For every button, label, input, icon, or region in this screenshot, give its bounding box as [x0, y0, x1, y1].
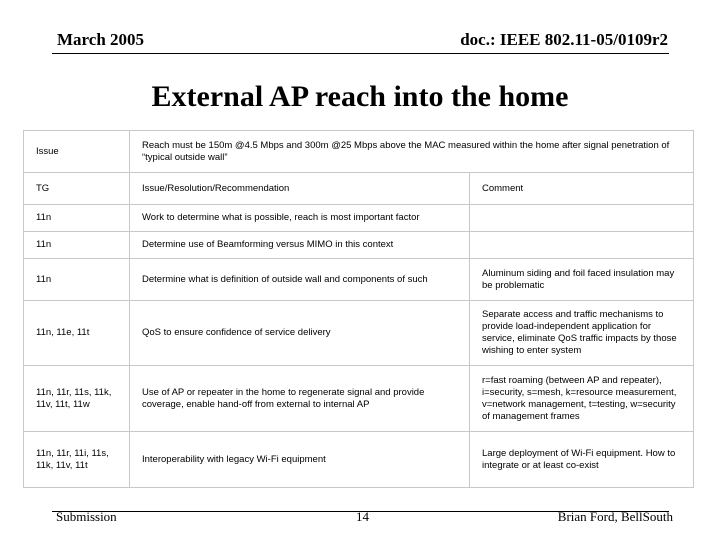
issue-row	[24, 131, 694, 173]
row-tg: 11n	[24, 259, 130, 301]
row-tg: 11n, 11r, 11i, 11s, 11k, 11v, 11t	[24, 432, 130, 488]
row-tg: 11n	[24, 232, 130, 259]
row-issue: Use of AP or repeater in the home to regenerate signal and provide coverage, enable hand-off from external to internal AP	[130, 366, 470, 432]
row-tg: 11n	[24, 205, 130, 232]
table-row	[24, 366, 694, 432]
row-comment	[470, 232, 694, 259]
table-row	[24, 301, 694, 366]
column-header-tg: TG	[24, 173, 130, 205]
row-issue: Determine what is definition of outside wall and components of such	[130, 259, 470, 301]
row-issue: Work to determine what is possible, reach is most important factor	[130, 205, 470, 232]
table-row	[24, 232, 694, 259]
issue-text: Reach must be 150m @4.5 Mbps and 300m @25 Mbps above the MAC measured within the home after signal penetration of “typical outside wall”	[130, 131, 694, 173]
column-header-comment: Comment	[470, 173, 694, 205]
row-issue: QoS to ensure confidence of service delivery	[130, 301, 470, 366]
header-doc-id: doc.: IEEE 802.11-05/0109r2	[460, 30, 668, 49]
row-issue: Interoperability with legacy Wi-Fi equipment	[130, 432, 470, 488]
row-comment	[470, 205, 694, 232]
footer-submission: Submission	[56, 509, 117, 524]
row-tg: 11n, 11e, 11t	[24, 301, 130, 366]
table-row	[24, 205, 694, 232]
issues-table	[23, 130, 694, 488]
header-date: March 2005	[57, 30, 145, 49]
row-comment: Large deployment of Wi-Fi equipment. How to integrate or at least co-exist	[470, 432, 694, 488]
table-row	[24, 432, 694, 488]
table-row	[24, 259, 694, 301]
row-comment: Aluminum siding and foil faced insulation may be problematic	[470, 259, 694, 301]
page-number: 14	[356, 509, 369, 524]
header-rule	[52, 53, 669, 54]
row-comment: r=fast roaming (between AP and repeater), i=security, s=mesh, k=resource measurement, v=network management, t=testing, w=security of management frames	[470, 366, 694, 432]
column-header-row	[24, 173, 694, 205]
page-title: External AP reach into the home	[151, 80, 569, 113]
column-header-issue: Issue/Resolution/Recommendation	[130, 173, 470, 205]
row-issue: Determine use of Beamforming versus MIMO in this context	[130, 232, 470, 259]
row-comment: Separate access and traffic mechanisms to provide load-independent application for service, eliminate QoS traffic impacts by those wishing to enter system	[470, 301, 694, 366]
footer-author: Brian Ford, BellSouth	[557, 509, 673, 524]
row-tg: 11n, 11r, 11s, 11k, 11v, 11t, 11w	[24, 366, 130, 432]
issue-label: Issue	[24, 131, 130, 173]
